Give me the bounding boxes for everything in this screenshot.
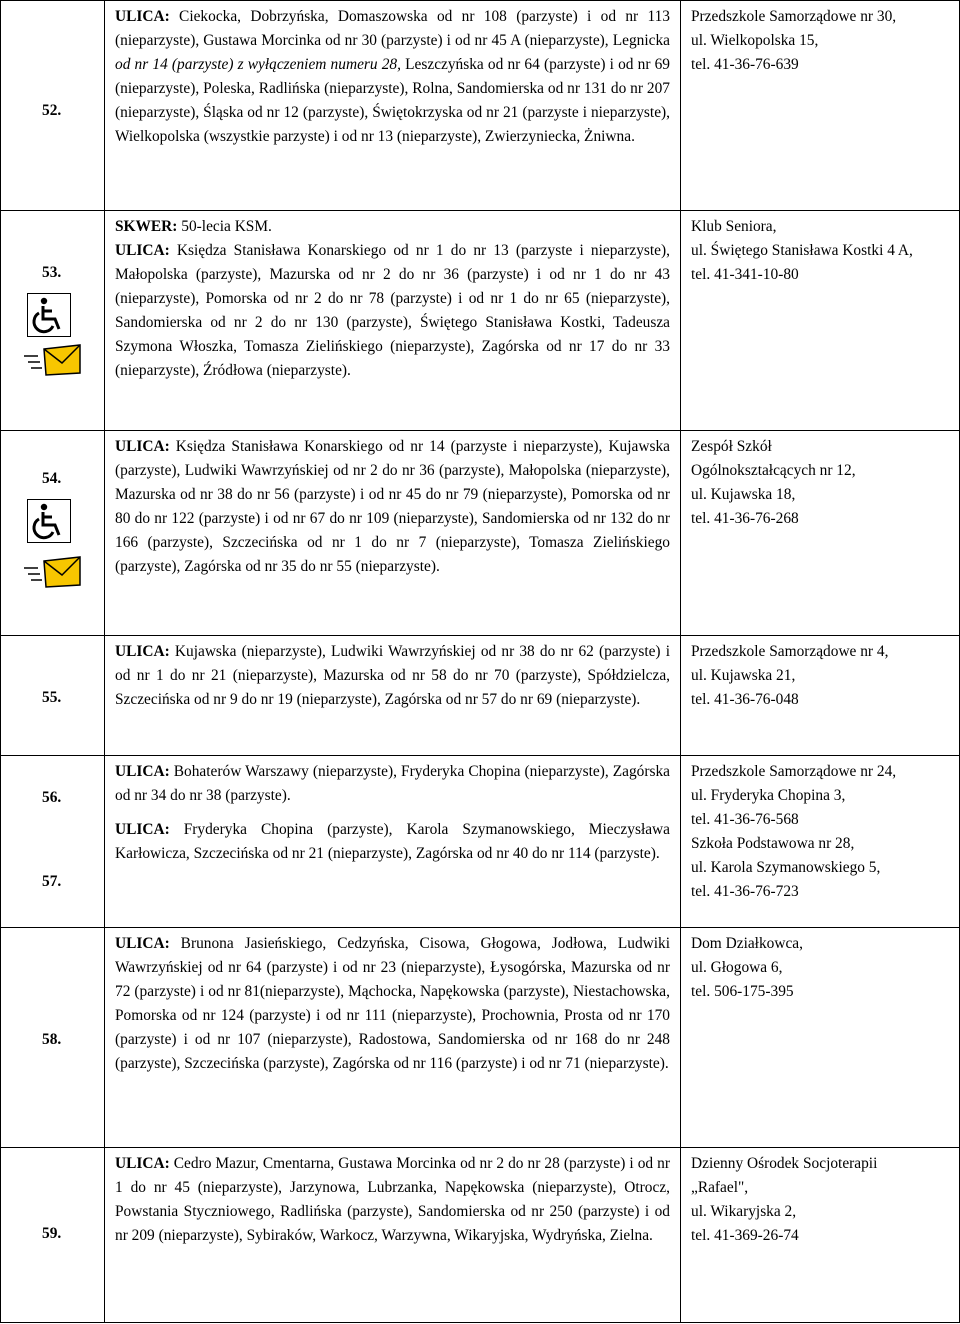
place-name: Zespół Szkół xyxy=(691,438,772,455)
row-number: 56. xyxy=(42,789,62,806)
place-phone: tel. 41-36-76-568 xyxy=(691,811,799,828)
polling-place-cell xyxy=(681,1148,960,1323)
street-label: ULICA: xyxy=(115,242,170,259)
row-number-cell xyxy=(1,211,105,431)
table-row xyxy=(1,431,960,636)
streets-text xyxy=(115,932,670,1076)
place-address: ul. Głogowa 6, xyxy=(691,959,783,976)
square-label: SKWER: xyxy=(115,218,178,235)
place-address: ul. Fryderyka Chopina 3, xyxy=(691,787,846,804)
street-label: ULICA: xyxy=(115,935,170,952)
streets-list: Kujawska (nieparzyste), Ludwiki Wawrzyńskiej od nr 38 do nr 62 (parzyste) i od nr 1 do nr 21 (nieparzyste), Mazurska od nr 58 do nr 70 (parzyste), Spółdzielcza, Szczecińska od nr 9 do nr 19 (nieparzyste), Zagórska od nr 57 do nr 69 (nieparzyste). xyxy=(115,643,670,708)
place-name: Dzienny Ośrodek Socjoterapii xyxy=(691,1155,878,1172)
place-name-cont: Ogólnokształcących nr 12, xyxy=(691,462,856,479)
streets-list: Księdza Stanisława Konarskiego od nr 1 do nr 13 (parzyste i nieparzyste), Małopolska (parzyste), Mazurska od nr 2 do nr 36 (parzyste) i od nr 1 do nr 43 (nieparzyste), Pomorska od nr 2 do nr 78 (parzyste) i od nr 1 do nr 65 (nieparzyste), Sandomierska od nr 2 do nr 130 (parzyste), Świętego Stanisława Kostki, Tadeusza Szymona Włoszka, Tomasza Zielińskiego (nieparzyste), Zagórska od nr 17 do nr 33 (nieparzyste), Źródłowa (nieparzyste). xyxy=(115,242,670,379)
table-row xyxy=(1,756,960,928)
wheelchair-icon xyxy=(27,499,71,543)
place-phone: tel. 506-175-395 xyxy=(691,983,794,1000)
place-phone: tel. 41-369-26-74 xyxy=(691,1227,799,1244)
streets-list: Księdza Stanisława Konarskiego od nr 14 (parzyste i nieparzyste), Kujawska (parzyste), Ludwiki Wawrzyńskiej od nr 2 do nr 36 (parzyste), Małopolska (nieparzyste), Mazurska od nr 38 do nr 56 (parzyste) i od nr 45 do nr 79 (nieparzyste), Pomorska od nr 80 do nr 122 (parzyste) i od nr 67 do nr 109 (nieparzyste), Sandomierska od nr 132 do nr 166 (parzyste), Szczecińska od nr 1 do nr 7 (nieparzyste), Tomasza Zielińskiego (parzyste), Zagórska od nr 35 do nr 55 (nieparzyste). xyxy=(115,438,670,575)
envelope-icon xyxy=(24,343,82,377)
polling-place-cell xyxy=(681,756,960,928)
row-number-cell xyxy=(1,928,105,1148)
square-text xyxy=(115,215,670,239)
streets-list: Leszczyńska od nr 64 (parzyste) i od nr 69 (nieparzyste), Poleska, Radlińska (nieparzyste), Rolna, Sandomierska od nr 131 do nr 207 (nieparzyste), Śląska od nr 12 (parzyste), Świętokrzyska od nr 21 (parzyste i nieparzyste), Wielkopolska (wszystkie parzyste) i od nr 13 (nieparzyste), Zwierzyniecka, Żniwna. xyxy=(115,56,670,145)
place-phone: tel. 41-36-76-723 xyxy=(691,883,799,900)
row-number: 59. xyxy=(42,1225,62,1242)
place-name: Przedszkole Samorządowe nr 30, xyxy=(691,8,897,25)
streets-list: Fryderyka Chopina (parzyste), Karola Szymanowskiego, Mieczysława Karłowicza, Szczecińska od nr 21 (nieparzyste), Zagórska od nr 40 do nr 114 (parzyste). xyxy=(115,821,670,862)
table-row xyxy=(1,928,960,1148)
table-row xyxy=(1,636,960,756)
place-address: ul. Świętego Stanisława Kostki 4 A, xyxy=(691,242,913,259)
polling-place-cell xyxy=(681,211,960,431)
polling-place-cell xyxy=(681,636,960,756)
polling-place-cell xyxy=(681,431,960,636)
streets-list: Ciekocka, Dobrzyńska, Domaszowska od nr 108 (parzyste) i od nr 113 (nieparzyste), Gustawa Morcinka od nr 30 (parzyste) i od nr 45 A (nieparzyste), Legnicka xyxy=(115,8,670,49)
street-label: ULICA: xyxy=(115,821,170,838)
row-number: 58. xyxy=(42,1031,62,1048)
streets-list: Brunona Jasieńskiego, Cedzyńska, Cisowa, Głogowa, Jodłowa, Ludwiki Wawrzyńskiej od nr 64 (parzyste) i od nr 23 (nieparzyste), Łysogórska, Mazurska od nr 72 (parzyste) i od nr 81(nieparzyste), Mąchocka, Napękowska (parzyste), Niestachowska, Pomorska od nr 124 (parzyste) i od nr 111 (nieparzyste), Prochownia, Prosta od nr 170 (parzyste) i od nr 107 (nieparzyste), Radostowa, Sandomierska od nr 168 do nr 248 (parzyste), Szczecińska (parzyste), Zagórska od nr 116 (parzyste) i od nr 71 (nieparzyste). xyxy=(115,935,670,1072)
polling-place-cell xyxy=(681,928,960,1148)
place-address: ul. Kujawska 21, xyxy=(691,667,796,684)
streets-text xyxy=(115,818,670,866)
envelope-icon xyxy=(24,555,82,589)
place-name: Przedszkole Samorządowe nr 4, xyxy=(691,643,889,660)
streets-cell xyxy=(105,636,681,756)
place-name: Klub Seniora, xyxy=(691,218,777,235)
table-row xyxy=(1,211,960,431)
square-name: 50-lecia KSM. xyxy=(177,218,272,235)
streets-text xyxy=(115,640,670,712)
table-row xyxy=(1,1148,960,1323)
row-number-cell xyxy=(1,431,105,636)
place-address: ul. Kujawska 18, xyxy=(691,486,796,503)
streets-list: Bohaterów Warszawy (nieparzyste), Fryderyka Chopina (nieparzyste), Zagórska od nr 34 do nr 38 (parzyste). xyxy=(115,763,670,804)
row-number: 55. xyxy=(42,689,62,706)
streets-cell xyxy=(105,211,681,431)
streets-text xyxy=(115,239,670,383)
place-name: Dom Działkowca, xyxy=(691,935,803,952)
streets-cell xyxy=(105,1148,681,1323)
polling-place-cell xyxy=(681,1,960,211)
place-phone: tel. 41-36-76-048 xyxy=(691,691,799,708)
row-number-cell xyxy=(1,756,105,928)
row-number-cell xyxy=(1,1,105,211)
streets-text xyxy=(115,1152,670,1248)
place-address: ul. Karola Szymanowskiego 5, xyxy=(691,859,881,876)
row-number: 53. xyxy=(42,264,62,281)
streets-text xyxy=(115,435,670,579)
wheelchair-icon xyxy=(27,293,71,337)
row-number: 52. xyxy=(42,102,62,119)
place-phone: tel. 41-341-10-80 xyxy=(691,266,799,283)
streets-cell xyxy=(105,1,681,211)
place-address: ul. Wikaryjska 2, xyxy=(691,1203,797,1220)
streets-exception: od nr 14 (parzyste) z wyłączeniem numeru 28, xyxy=(115,56,401,73)
street-label: ULICA: xyxy=(115,763,170,780)
streets-cell xyxy=(105,928,681,1148)
place-name: Szkoła Podstawowa nr 28, xyxy=(691,835,855,852)
place-name: Przedszkole Samorządowe nr 24, xyxy=(691,763,897,780)
place-phone: tel. 41-36-76-639 xyxy=(691,56,799,73)
street-label: ULICA: xyxy=(115,643,170,660)
street-label: ULICA: xyxy=(115,438,170,455)
streets-cell xyxy=(105,431,681,636)
place-address: ul. Wielkopolska 15, xyxy=(691,32,819,49)
row-number-cell xyxy=(1,1148,105,1323)
row-number: 54. xyxy=(42,470,62,487)
table-row xyxy=(1,1,960,211)
row-number-cell xyxy=(1,636,105,756)
place-name-cont: „Rafael", xyxy=(691,1179,749,1196)
row-number: 57. xyxy=(42,873,62,890)
street-label: ULICA: xyxy=(115,1155,170,1172)
streets-list: Cedro Mazur, Cmentarna, Gustawa Morcinka od nr 2 do nr 28 (parzyste) i od nr 1 do nr 45 (nieparzyste), Jarzynowa, Lubrzanka, Napękowska (nieparzyste), Otrocz, Powstania Styczniowego, Radlińska (parzyste), Sandomierska od nr 250 (parzyste) i od nr 209 (nieparzyste), Sybiraków, Warkocz, Warzywna, Wikaryjska, Wydryńska, Zielna. xyxy=(115,1155,670,1244)
place-phone: tel. 41-36-76-268 xyxy=(691,510,799,527)
streets-text xyxy=(115,760,670,808)
streets-text xyxy=(115,5,670,149)
streets-cell xyxy=(105,756,681,928)
street-label: ULICA: xyxy=(115,8,170,25)
